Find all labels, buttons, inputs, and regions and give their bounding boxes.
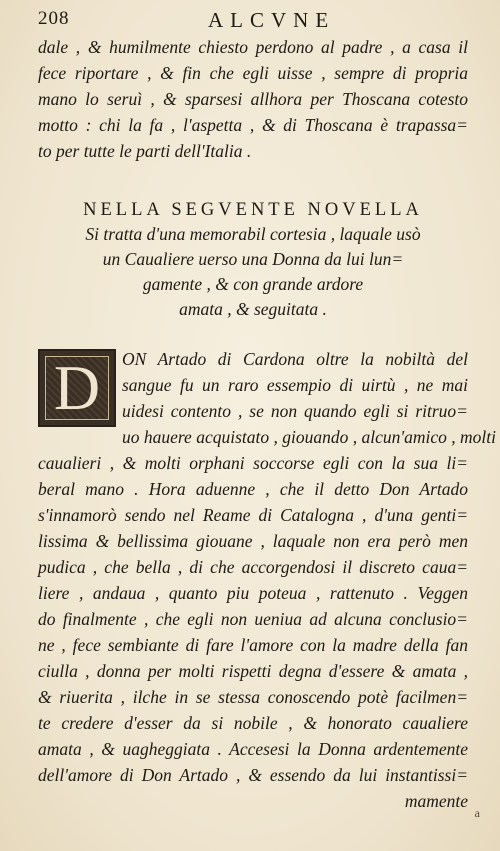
heading-line: amata , & seguitata .: [179, 299, 327, 319]
heading-title: NELLA SEGVENTE NOVELLA: [83, 200, 423, 220]
text-line: motto : chi la fa , l'aspetta , & di Thoscana è trapassa=: [38, 115, 468, 135]
text-line: & riuerita , ilche in se stessa conoscendo potè facilmen=: [38, 687, 468, 707]
heading-line: gamente , & con grande ardore: [142, 274, 364, 294]
text-line: ciulla , donna per molti rispetti degna d'essere & amata ,: [38, 661, 468, 681]
text-line: amata , & uagheggiata . Accesesi la Donna ardentemente: [38, 739, 468, 759]
signature-mark: a: [474, 806, 480, 820]
text-line: caualieri , & molti orphani soccorse egli con la sua li=: [38, 453, 468, 473]
text-line: lissima & bellissima giouane , laquale non era però men: [38, 531, 468, 551]
text-line: dale , & humilmente chiesto perdono al padre , a casa il: [38, 37, 468, 57]
top-paragraph: [38, 34, 468, 164]
novella-body: [38, 450, 468, 814]
page-number: 208: [38, 8, 70, 29]
text-line: liere , andaua , quanto piu poteua , rattenuto . Veggen: [38, 583, 468, 603]
novella-heading: [38, 198, 468, 322]
text-line: ON Artado di Cardona oltre la nobiltà del: [122, 349, 468, 369]
text-line: mamente: [404, 791, 468, 811]
text-line: ne , fece sembiante di fare l'amore con la madre della fan: [38, 635, 468, 655]
text-line: sangue fu un raro essempio di uirtù , ne mai: [122, 375, 468, 395]
drop-cap-letter: D: [45, 356, 109, 420]
running-title: ALCVNE: [208, 8, 336, 32]
drop-cap-initial: [38, 349, 116, 427]
text-line: te credere d'esser da si nobile , & honorato caualiere: [38, 713, 468, 733]
heading-line: Si tratta d'una memorabil cortesia , laquale usò: [85, 224, 421, 244]
text-line: mano lo seruì , & sparsesi allhora per Thoscana cotesto: [38, 89, 468, 109]
text-line: fece riportare , & fin che egli uisse , sempre di propria: [38, 63, 468, 83]
text-line: dell'amore di Don Artado , & essendo da lui instantissi=: [38, 765, 468, 785]
text-line: beral mano . Hora aduenne , che il detto Don Artado: [38, 479, 468, 499]
text-line: uo hauere acquistato , giouando , alcun'amico , molti: [122, 427, 496, 447]
heading-line: un Caualiere uerso una Donna da lui lun=: [102, 249, 404, 269]
text-line: to per tutte le parti dell'Italia .: [38, 141, 252, 161]
text-line: uidesi contento , se non quando egli si ritruo=: [122, 401, 468, 421]
text-line: s'innamorò sendo nel Reame di Catalogna , d'una genti=: [38, 505, 468, 525]
novella-opening-lines: [122, 346, 496, 450]
text-line: pudica , che bella , di che accorgendosi il discreto caua=: [38, 557, 468, 577]
text-line: do finalmente , che egli non ueniua ad alcuna conclusio=: [38, 609, 468, 629]
